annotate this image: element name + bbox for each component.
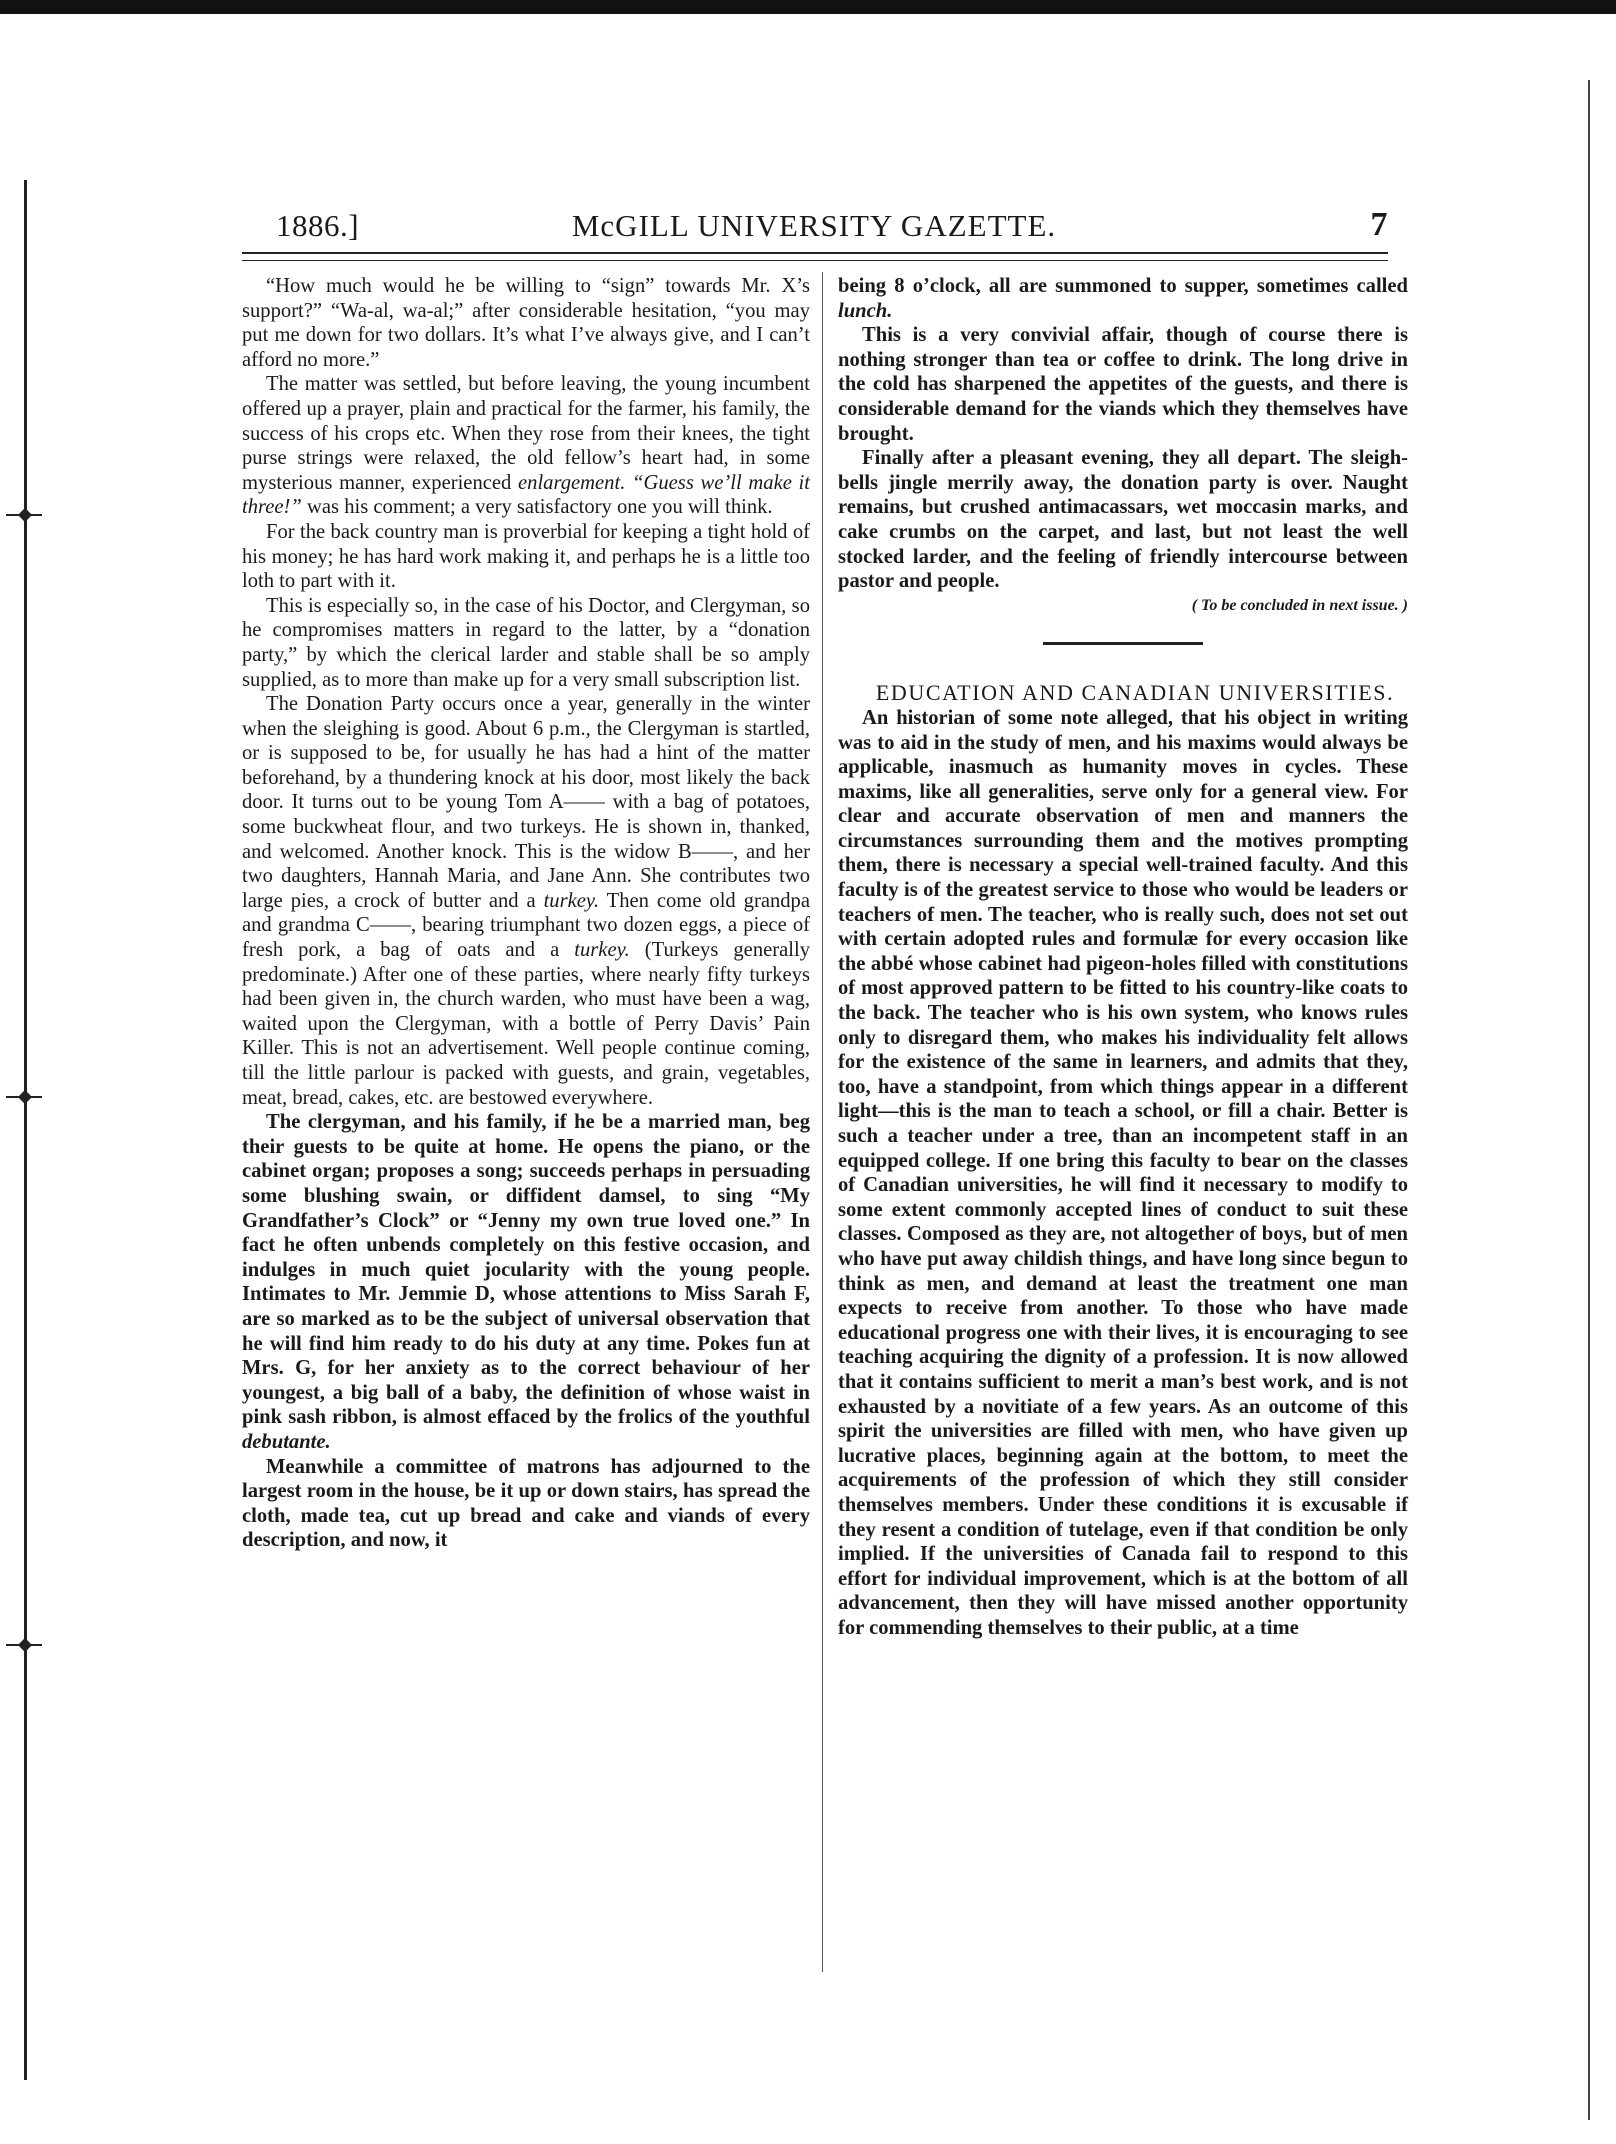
header-year: 1886.] — [276, 208, 360, 243]
paragraph: For the back country man is proverbial for keeping a tight hold of his money; he has hard work making it, and perhaps he is a little too loth to part with it. — [242, 520, 810, 593]
section-separator — [1043, 642, 1203, 645]
paragraph: This is especially so, in the case of his Doctor, and Clergyman, so he compromises matters in regard to the latter, by a “donation party,” by which the clerical larder and stable shall be so amply supplied, as to more than make up for a very small subscription list. — [242, 594, 810, 691]
right-column — [838, 274, 1408, 1640]
section-title: EDUCATION AND CANADIAN UNIVERSITIES. — [875, 680, 1395, 706]
binding-arrow-icon — [6, 1092, 42, 1102]
header-title: McGILL UNIVERSITY GAZETTE. — [571, 208, 1057, 243]
paragraph: “How much would he be willing to “sign” towards Mr. X’s support?” “Wa-al, wa-al;” after considerable hesitation, “you may put me down for two dollars. It’s what I’ve always give, and I can’t afford no more.” — [242, 275, 810, 371]
scan-top-border — [0, 0, 1616, 14]
header-rule — [242, 252, 1388, 261]
paragraph: The clergyman, and his family, if he be a married man, beg their guests to be quite at home. He opens the piano, or the cabinet organ; proposes a song; succeeds perhaps in persuading some blushing swain, or diffident damsel, to sing “My Grandfather’s Clock” or “Jenny my own true loved one.” In fact he often unbends completely on this festive occasion, and indulges in much quiet jocularity with the young people. Intimates to Mr. Jemmie D, whose attentions to Miss Sarah F, are so marked as to be the subject of universal observation that he will find him ready to do his duty at any time. Pokes fun at Mrs. G, for her anxiety as to the correct behaviour of her youngest, a big ball of a baby, the definition of whose waist in pink sash ribbon, is almost effaced by the frolics of the youthful debutante. — [242, 1111, 810, 1453]
continuation-note: ( To be concluded in next issue. ) — [1191, 596, 1408, 614]
page-header — [240, 208, 1388, 244]
scan-right-edge — [1588, 80, 1590, 2120]
page-number: 7 — [1370, 206, 1388, 243]
binding-rule — [24, 180, 27, 2080]
binding-arrow-icon — [6, 510, 42, 520]
paragraph: Meanwhile a committee of matrons has adjourned to the largest room in the house, be it up or down stairs, has spread the cloth, made tea, cut up bread and cake and viands of every description, and now, it — [242, 1455, 810, 1552]
paragraph: This is a very convivial affair, though of course there is nothing stronger than tea or coffee to drink. The long drive in the cold has sharpened the appetites of the guests, and there is considerable demand for the viands which they themselves have brought. — [838, 324, 1408, 445]
left-column — [242, 274, 810, 1553]
paragraph: An historian of some note alleged, that his object in writing was to aid in the study of men, and his maxims would always be applicable, inasmuch as humanity moves in cycles. These maxims, like all generalities, serve only for a general view. For clear and accurate observation of men and manners the circumstances surrounding them and the motives prompting them, there is necessary a special well-trained faculty. And this faculty is of the greatest service to those who would be leaders or teachers of men. The teacher, who is really such, does not set out with certain adopted rules and formulæ for every occasion like the abbé whose cabinet had pigeon-holes filled with constitutions of most approved pattern to be fitted to his country-like coats to the back. The teacher who is his own system, who knows rules only to disregard them, who makes his individuality felt allows for the existence of the same in learners, and admits that they, too, have a standpoint, from which things appear in a different light—this is the man to teach a school, or fill a chair. Better is such a teacher under a tree, than an incompetent staff in an equipped college. If one bring this faculty to bear on the classes of Canadian universities, he will find it necessary to modify to some extent commonly accepted lines of conduct to suit these classes. Composed as they are, not altogether of boys, but of men who have put away childish things, and have long since begun to think as men, and demand at least the treatment one man expects to receive from another. To those who have made educational progress one with their lives, it is encouraging to see teaching acquiring the dignity of a profession. It is now allowed that it contains sufficient to merit a man’s best work, and is not exhausted by a novitiate of a few years. As an outcome of this spirit the universities are filled with men, who have given up lucrative places, beginning again at the bottom, to meet the acquirements of the profession of which they still consider themselves members. Under these conditions it is excusable if they resent a condition of tutelage, even if that condition be only implied. If the universities of Canada fail to respond to this effort for individual improvement, which is at the bottom of all advancement, then they will have missed another opportunity for commending themselves to their public, at a time — [838, 706, 1408, 1639]
binding-arrow-icon — [6, 1640, 42, 1650]
column-divider — [822, 272, 823, 1972]
paragraph: Finally after a pleasant evening, they all depart. The sleigh-bells jingle merrily away, the donation party is over. Naught remains, but crushed antimacassars, wet moccasin marks, and cake crumbs on the carpet, and last, but not least the well stocked larder, and the feeling of friendly intercourse between pastor and people. — [838, 447, 1408, 593]
paragraph: The matter was settled, but before leaving, the young incumbent offered up a prayer, plain and practical for the farmer, his family, the success of his crops etc. When they rose from their knees, the tight purse strings were relaxed, the old fellow’s heart had, in some mysterious manner, experienced enlargement. “Guess we’ll make it three!” was his comment; a very satisfactory one you will think. — [242, 373, 810, 519]
paragraph: being 8 o’clock, all are summoned to supper, sometimes called lunch. — [838, 275, 1408, 322]
paragraph: The Donation Party occurs once a year, generally in the winter when the sleighing is good. About 6 p.m., the Clergyman is startled, or is supposed to be, for usually he has had a hint of the matter beforehand, by a thundering knock at his door, most likely the back door. It turns out to be young Tom A—— with a bag of potatoes, some buckwheat flour, and two turkeys. He is shown in, thanked, and welcomed. Another knock. This is the widow B——, and her two daughters, Hannah Maria, and Jane Ann. She contributes two large pies, a crock of butter and a turkey. Then come old grandpa and grandma C——, bearing triumphant two dozen eggs, a piece of fresh pork, a bag of oats and a turkey. (Turkeys generally predominate.) After one of these parties, where nearly fifty turkeys had been given in, the church warden, who must have been a wag, waited upon the Clergyman, with a bottle of Perry Davis’ Pain Killer. This is not an advertisement. Well people continue coming, till the little parlour is packed with guests, and grain, vegetables, meat, bread, cakes, etc. are bestowed everywhere. — [242, 693, 810, 1109]
